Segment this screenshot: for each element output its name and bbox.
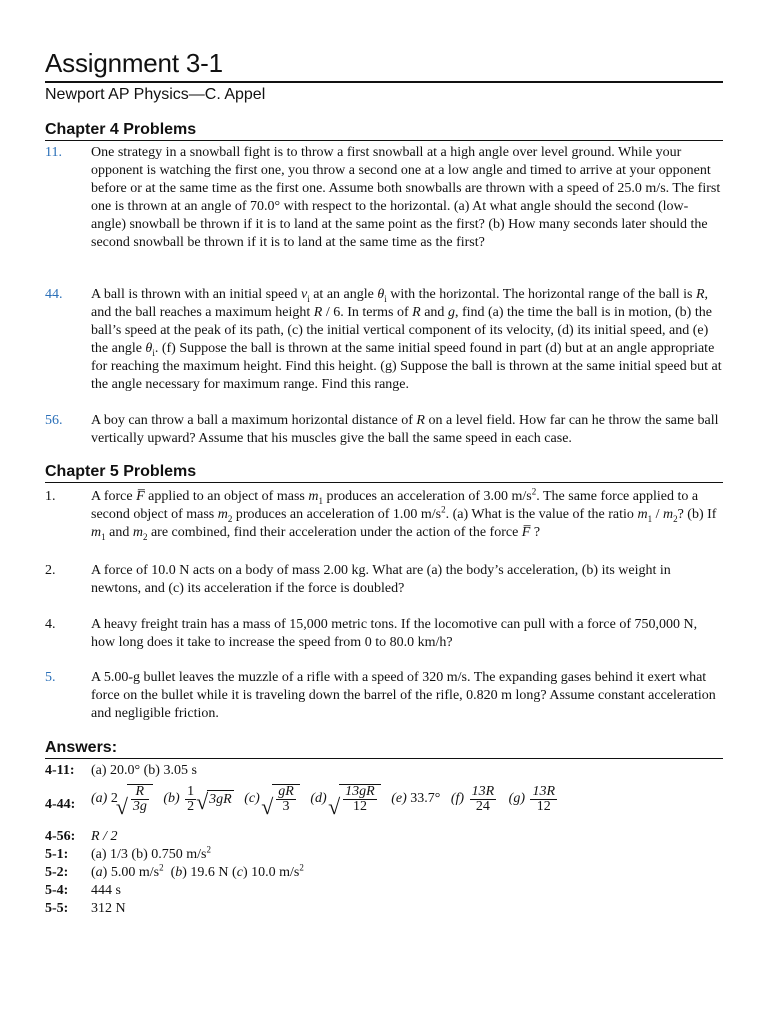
problem-number-link[interactable]: 56. [45,413,63,428]
title-rule [45,81,723,83]
answer-label: 5-1: [45,847,69,862]
problem-5-5 [45,669,723,723]
answer-label: 5-5: [45,901,69,916]
answer-value: (a) 5.00 $m/s^2$ (b) 19.6 N (c) 10.0 $m/s^2$ [91,862,304,880]
problem-5-1 [45,488,723,542]
problem-number: 2. [45,563,56,578]
answer-value: 444 s [91,883,121,898]
page-title: Assignment 3-1 [45,48,223,78]
problem-text: One strategy in a snowball fight is to throw a first snowball at a high angle over level ground. While your opponent is watching the first one, you throw a second one at a low angle and timed to arrive at your opponent before or at the same time as the first one. Assume both snowballs are thrown with a speed of 25.0 m/s. The first one is thrown at an angle of 70.0° with respect to the horizontal. (a) At what angle should the second (low-angle) snowball be thrown if it is to land at the same point as the first? (b) How many seconds later should the second snowball be thrown if it is to land at the same time as the first? [91,145,721,250]
problem-number-link[interactable]: 44. [45,287,63,302]
problem-text: A force of 10.0 N acts on a body of mass 2.00 kg. What are (a) the body’s acceleration, (b) its weight in newtons, and (c) its acceleration if the force is doubled? [91,563,671,596]
answer-label: 4-44: [45,797,76,812]
answer-value: 312 N [91,901,126,916]
problem-4-44 [45,286,723,394]
answers-heading: Answers: [45,738,723,759]
answer-label: 5-2: [45,865,69,880]
problem-4-11 [45,144,723,252]
problem-text: A heavy freight train has a mass of 15,000 metric tons. If the locomotive can pull with a force of 750,000 N, how long does it take to increase the speed from 0 to 80.0 km/h? [91,617,698,650]
answer-label: 4-56: [45,829,76,844]
problem-5-4 [45,616,723,652]
answer-label: 4-11: [45,763,75,778]
answer-value: R / 2 [91,829,118,844]
chapter5-heading: Chapter 5 Problems [45,462,723,483]
chapter4-heading: Chapter 4 Problems [45,120,723,141]
problem-text: A boy can throw a ball a maximum horizontal distance of R on a level field. How far can he throw the same ball vertically upward? Assume that his muscles give the ball the same speed in each case. [91,413,719,446]
page-subtitle: Newport AP Physics—C. Appel [45,86,266,103]
problem-number: 4. [45,617,56,632]
problem-number: 1. [45,489,56,504]
problem-text: A force F̅ applied to an object of mass $m_1$ produces an acceleration of 3.00 $m/s^2$. The same force applied to a second object of mass $m_2$ produces an acceleration of 1.00 $m/s^2$. (a) What is the value of the ratio $m_1 / m_2$? (b) If $m_1$ and $m_2$ are combined, find their acceleration under the action of the force F̅ ? [91,486,717,542]
problem-5-2 [45,562,723,598]
problem-text: A ball is thrown with an initial speed $v_i$ at an angle $\theta_i$ with the horizontal. The horizontal range of the ball is R, and the ball reaches a maximum height R / 6. In terms of R and g, find (a) the time the ball is in motion, (b) the ball’s speed at the peak of its path, (c) the initial vertical component of its velocity, (d) its initial speed, and (e) the angle $\theta_i$. (f) Suppose the ball is thrown at the same initial speed found in part (d) but at an angle appropriate for reaching the maximum height. Find this height. (g) Suppose the ball is thrown at the same initial speed but at the angle necessary for maximum range. Find this range. [91,287,722,392]
answer-value: (a) 20.0° (b) 3.05 s [91,763,197,778]
answer-4-44 [45,784,723,828]
answer-value: (a) 1/3 (b) 0.750 $m/s^2$ [91,844,211,862]
answer-label: 5-4: [45,883,69,898]
problem-number-link[interactable]: 5. [45,670,56,685]
problem-text: A 5.00-g bullet leaves the muzzle of a rifle with a speed of 320 m/s. The expanding gases behind it exert what force on the bullet while it is traveling down the barrel of the rifle, 0.820 m long? Assume constant acceleration and negligible friction. [91,670,716,721]
problem-4-56 [45,412,723,448]
answer-value: (a) 2 √ $\frac{R}{3g}$ (b) $\frac{1}{2}$ √ 3gR (c) √ $\frac{gR}{3}$ (d) √ $\frac{13gR}{12}$ (e) 33.7° (f) $\frac{13R}{24}$ (g) $\frac{13R}{12}$ [91,784,559,814]
problem-number-link[interactable]: 11. [45,145,62,160]
